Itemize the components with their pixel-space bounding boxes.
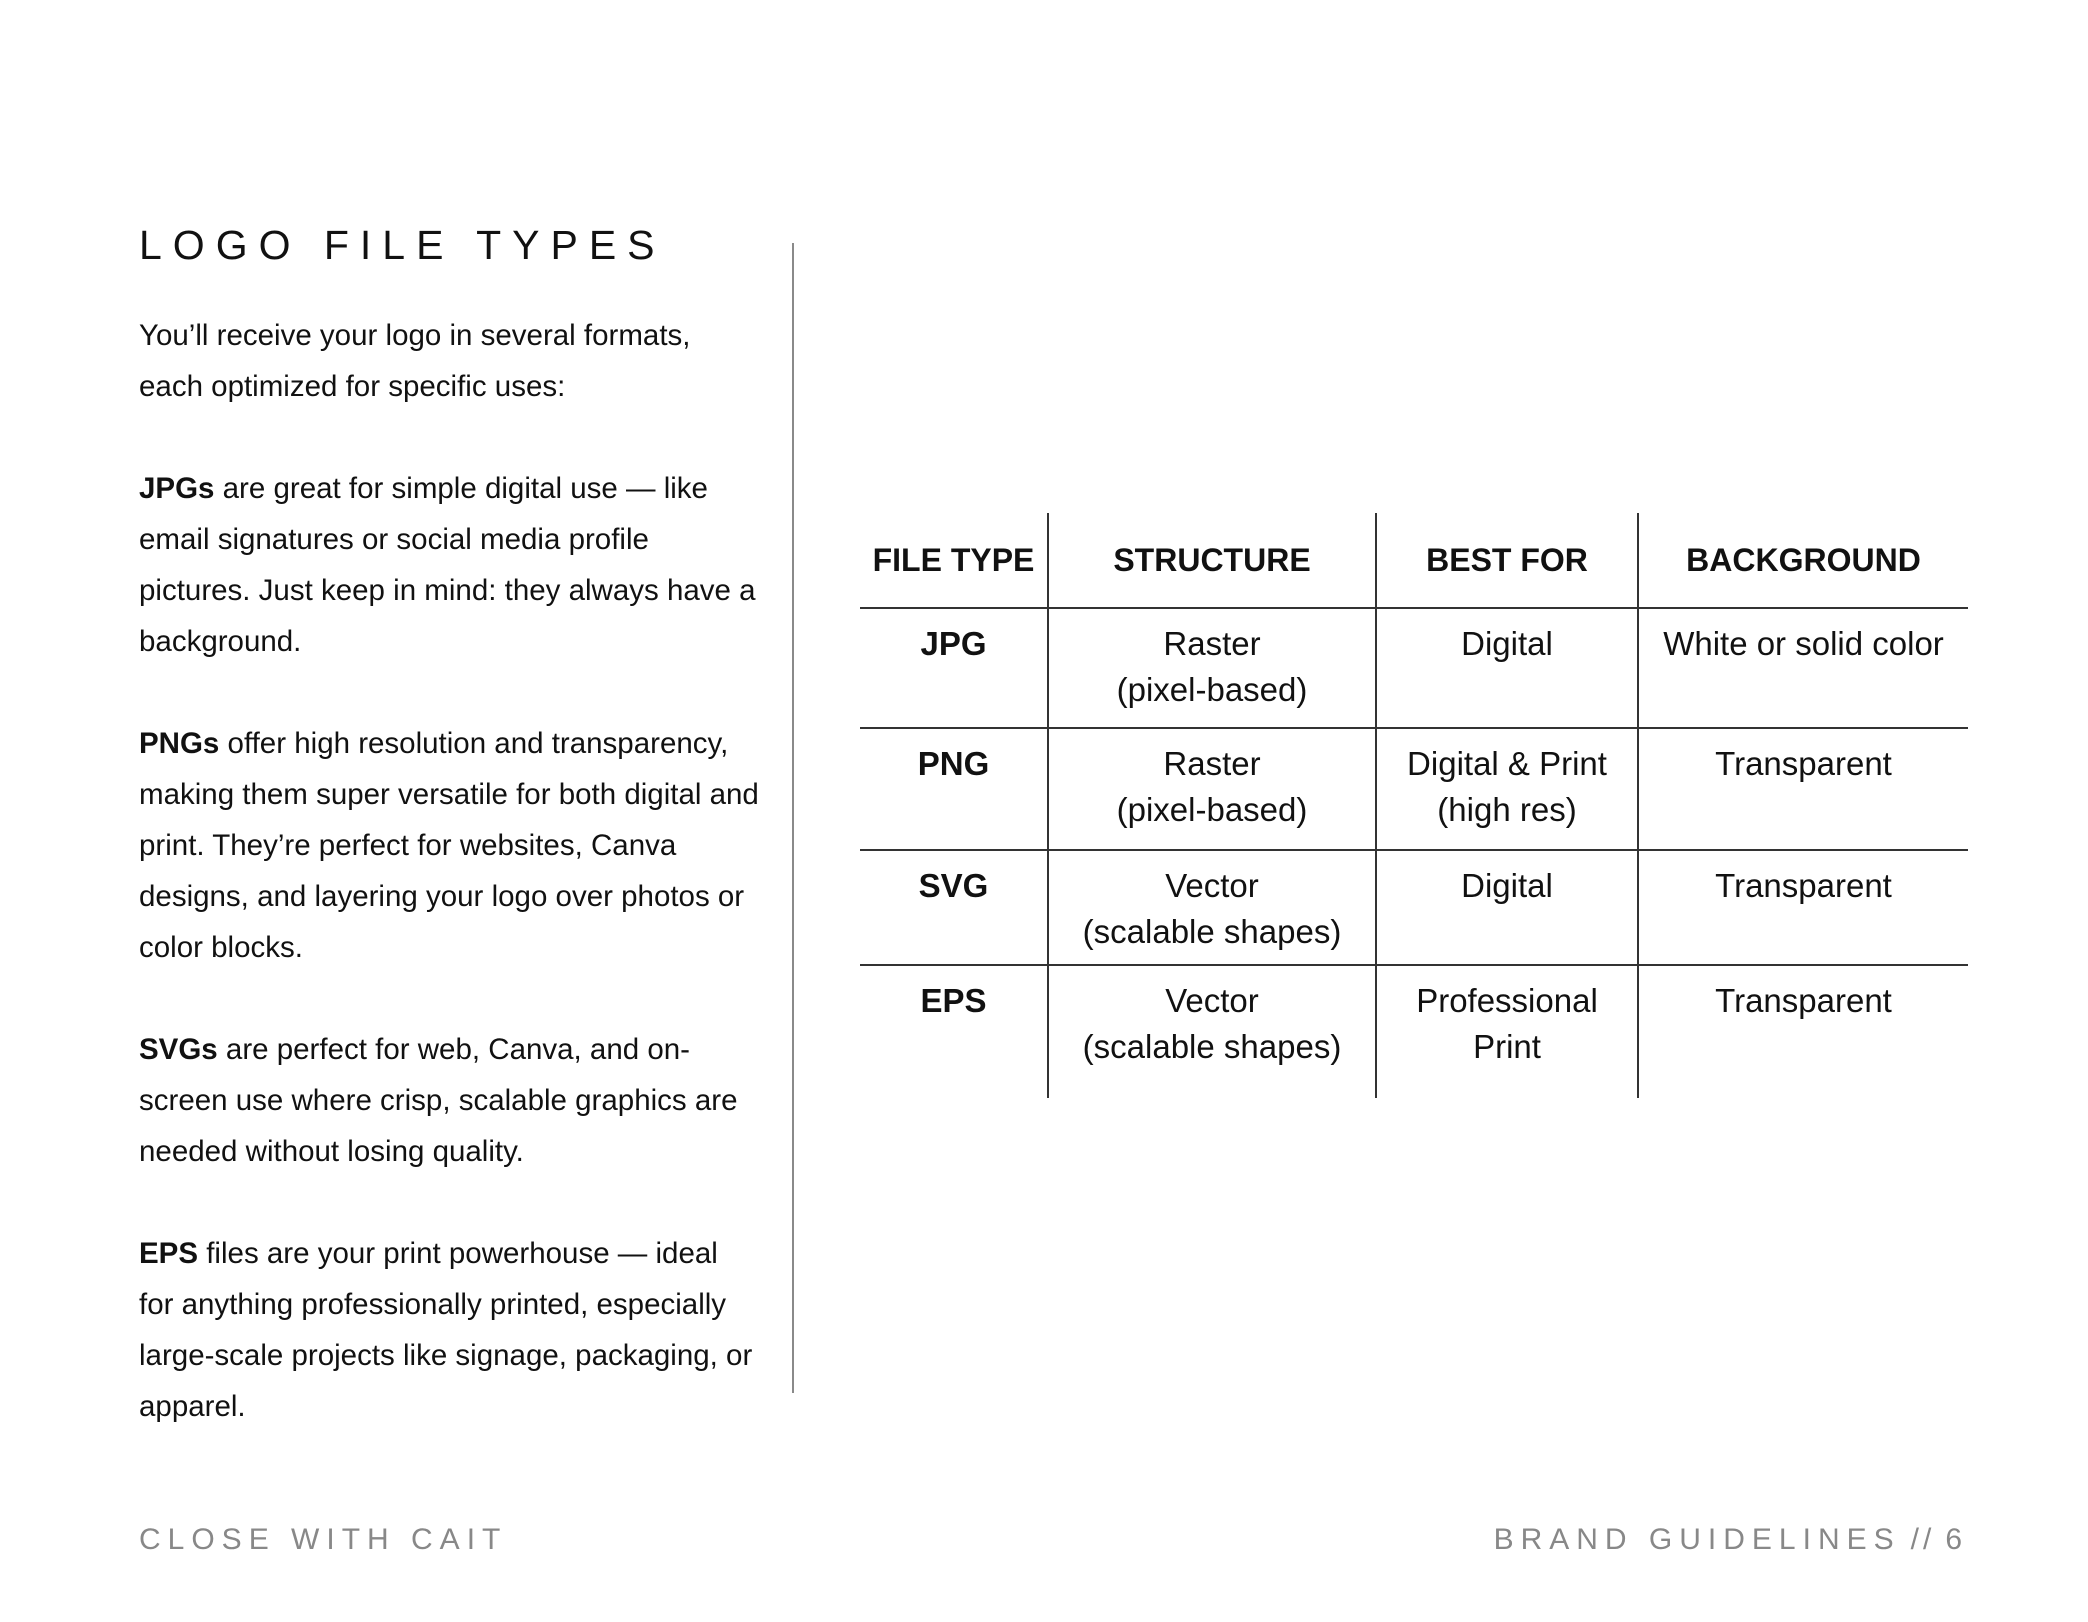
cell-structure bbox=[1048, 728, 1376, 850]
footer-separator: // bbox=[1910, 1523, 1936, 1556]
jpg-text: are great for simple digital use — like email signatures or social media profile pictures. Just keep in mind: they always have a background. bbox=[139, 472, 756, 658]
cell-best-for bbox=[1376, 850, 1638, 965]
vertical-divider bbox=[792, 243, 794, 1393]
jpg-description bbox=[139, 463, 759, 667]
structure-line-2: (scalable shapes) bbox=[1082, 913, 1342, 950]
footer-page-info bbox=[1494, 1523, 1969, 1557]
best-for-line-1: Digital bbox=[1461, 867, 1553, 904]
left-column bbox=[139, 310, 759, 1432]
svg-term: SVGs bbox=[139, 1033, 218, 1066]
footer-doc-title: BRAND GUIDELINES bbox=[1493, 1523, 1901, 1556]
best-for-line-1: Digital & Print bbox=[1407, 745, 1607, 782]
table-row bbox=[860, 965, 1968, 1098]
jpg-term: JPGs bbox=[139, 472, 215, 505]
cell-structure bbox=[1048, 608, 1376, 728]
best-for-line-2: Print bbox=[1473, 1028, 1541, 1065]
best-for-line-2: (high res) bbox=[1437, 791, 1577, 828]
structure-line-2: (scalable shapes) bbox=[1082, 1028, 1342, 1065]
eps-term: EPS bbox=[139, 1237, 199, 1270]
structure-line-1: Raster bbox=[1163, 745, 1261, 782]
page-title: LOGO FILE TYPES bbox=[139, 222, 666, 268]
table-row bbox=[860, 850, 1968, 965]
cell-file-type: SVG bbox=[918, 867, 989, 904]
structure-line-1: Raster bbox=[1163, 625, 1261, 662]
cell-background: White or solid color bbox=[1638, 608, 1968, 728]
png-term: PNGs bbox=[139, 727, 220, 760]
structure-line-2: (pixel-based) bbox=[1116, 671, 1308, 708]
cell-best-for bbox=[1376, 728, 1638, 850]
file-types-table bbox=[860, 513, 1968, 1098]
structure-line-1: Vector bbox=[1165, 982, 1259, 1019]
eps-text: files are your print powerhouse — ideal for anything professionally printed, especially large-scale projects like signage, packaging, or apparel. bbox=[139, 1237, 753, 1423]
svg-description bbox=[139, 1024, 759, 1177]
svg-text: are perfect for web, Canva, and on-screen use where crisp, scalable graphics are needed without losing quality. bbox=[139, 1033, 738, 1168]
cell-structure bbox=[1048, 965, 1376, 1098]
eps-description bbox=[139, 1228, 759, 1432]
best-for-line-1: Digital bbox=[1461, 625, 1553, 662]
cell-background: Transparent bbox=[1638, 728, 1968, 850]
header-structure: STRUCTURE bbox=[1048, 513, 1376, 608]
cell-best-for bbox=[1376, 965, 1638, 1098]
table-row bbox=[860, 728, 1968, 850]
cell-file-type: EPS bbox=[920, 982, 987, 1019]
structure-line-1: Vector bbox=[1165, 867, 1259, 904]
cell-structure bbox=[1048, 850, 1376, 965]
png-description bbox=[139, 718, 759, 973]
table-row bbox=[860, 608, 1968, 728]
intro-paragraph: You’ll receive your logo in several formats, each optimized for specific uses: bbox=[139, 319, 691, 403]
header-best-for: BEST FOR bbox=[1376, 513, 1638, 608]
header-file-type: FILE TYPE bbox=[872, 542, 1035, 578]
table-header-row bbox=[860, 513, 1968, 608]
cell-file-type: PNG bbox=[917, 745, 990, 782]
best-for-line-1: Professional bbox=[1416, 982, 1598, 1019]
cell-file-type: JPG bbox=[920, 625, 987, 662]
structure-line-2: (pixel-based) bbox=[1116, 791, 1308, 828]
cell-background: Transparent bbox=[1638, 850, 1968, 965]
png-text: offer high resolution and transparency, making them super versatile for both digital and print. They’re perfect for websites, Canva designs, and layering your logo over photos or color blocks. bbox=[139, 727, 759, 964]
cell-best-for bbox=[1376, 608, 1638, 728]
header-background: BACKGROUND bbox=[1638, 513, 1968, 608]
cell-background: Transparent bbox=[1638, 965, 1968, 1098]
page-number: 6 bbox=[1945, 1523, 1969, 1556]
footer-brand: CLOSE WITH CAIT bbox=[139, 1523, 508, 1556]
